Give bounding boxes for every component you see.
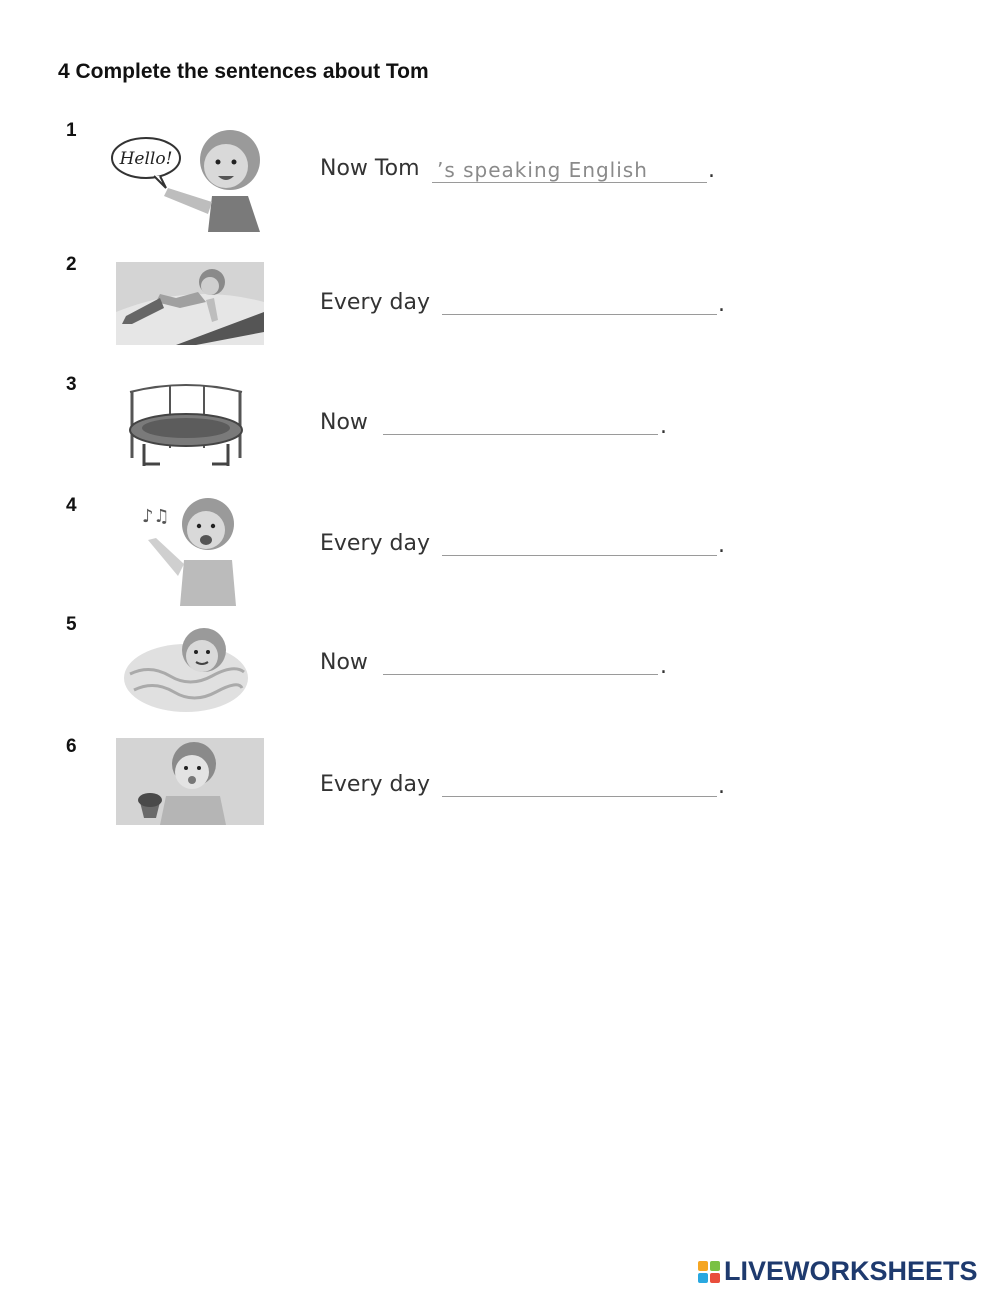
sentence-period: . <box>718 533 725 558</box>
item-number: 3 <box>66 374 77 395</box>
boy-jumping-icon <box>116 262 264 345</box>
logo-square <box>698 1273 708 1283</box>
item-number: 5 <box>66 614 77 635</box>
sentence-period: . <box>660 654 667 679</box>
sentence-prefix: Now <box>320 410 368 435</box>
svg-text:♪♫: ♪♫ <box>142 506 170 527</box>
liveworksheets-logo <box>698 1256 978 1287</box>
answer-line[interactable] <box>383 674 658 675</box>
sentence-period: . <box>660 414 667 439</box>
item-number: 4 <box>66 495 77 516</box>
logo-text: LIVEWORKSHEETS <box>724 1256 978 1286</box>
answer-line[interactable] <box>442 555 717 556</box>
sentence-prefix: Every day <box>320 290 430 315</box>
logo-mark-icon <box>698 1261 720 1283</box>
sentence-prefix: Now <box>320 650 368 675</box>
answer-line[interactable] <box>383 434 658 435</box>
sentence-period: . <box>718 292 725 317</box>
boy-saying-hello-icon <box>108 122 268 234</box>
worksheet-title: 4 Complete the sentences about Tom <box>58 60 429 83</box>
sentence-prefix: Now Tom <box>320 156 420 181</box>
logo-square <box>710 1261 720 1271</box>
answer-line[interactable] <box>442 314 717 315</box>
sentence-prefix: Every day <box>320 531 430 556</box>
item-number: 1 <box>66 120 77 141</box>
answer-line[interactable] <box>432 182 707 183</box>
logo-square <box>698 1261 708 1271</box>
speech-bubble-text: Hello! <box>119 149 173 169</box>
item-number: 2 <box>66 254 77 275</box>
trampoline-icon <box>124 378 248 470</box>
answer-text[interactable]: ’s speaking English <box>437 158 648 182</box>
answer-line[interactable] <box>442 796 717 797</box>
boy-singing-icon <box>136 494 248 606</box>
sentence-period: . <box>708 158 715 183</box>
logo-square <box>710 1273 720 1283</box>
item-number: 6 <box>66 736 77 757</box>
boy-eating-cake-icon <box>116 738 264 825</box>
sentence-period: . <box>718 774 725 799</box>
boy-swimming-icon <box>120 618 252 716</box>
sentence-prefix: Every day <box>320 772 430 797</box>
